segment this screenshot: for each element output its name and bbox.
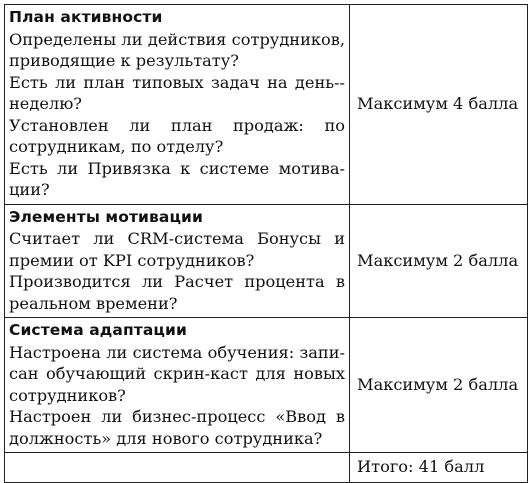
question-text: Есть ли план типовых задач на день-неделю?	[9, 72, 345, 113]
table-row	[5, 5, 528, 205]
question-text: Настроена ли система обучения: записан обучающий скрин-каст для новых сотрудников?	[9, 342, 345, 405]
section-title: Элементы мотивации	[9, 207, 203, 226]
section-title: Система адаптации	[9, 321, 187, 339]
total-row	[5, 453, 528, 483]
question-text: Установлен ли план продаж: по сотрудникам, по отделу?	[9, 115, 345, 156]
section-title: План активности	[9, 8, 163, 26]
criteria-cell	[5, 318, 350, 453]
scoring-table	[4, 4, 528, 483]
total-label-cell	[5, 453, 350, 483]
question-text: Производится ли Расчет процента в реальном времени?	[9, 272, 345, 313]
table-row	[5, 204, 528, 318]
question-text: Есть ли Привязка к системе мотивации?	[9, 158, 345, 199]
question-text: Настроен ли бизнес-процесс «Ввод в должность» для нового сотрудника?	[9, 407, 345, 448]
criteria-cell	[5, 204, 350, 318]
score-cell: Максимум 4 балла	[350, 5, 528, 205]
table-row	[5, 318, 528, 453]
question-text: Считает ли CRM-система Бонусы и премии от KPI сотрудников?	[9, 229, 345, 270]
score-cell: Максимум 2 балла	[350, 204, 528, 318]
total-value-cell: Итого: 41 балл	[350, 453, 528, 483]
score-cell: Максимум 2 балла	[350, 318, 528, 453]
question-text: Определены ли действия сотрудников, приводящие к результату?	[9, 29, 345, 70]
criteria-cell	[5, 5, 350, 205]
